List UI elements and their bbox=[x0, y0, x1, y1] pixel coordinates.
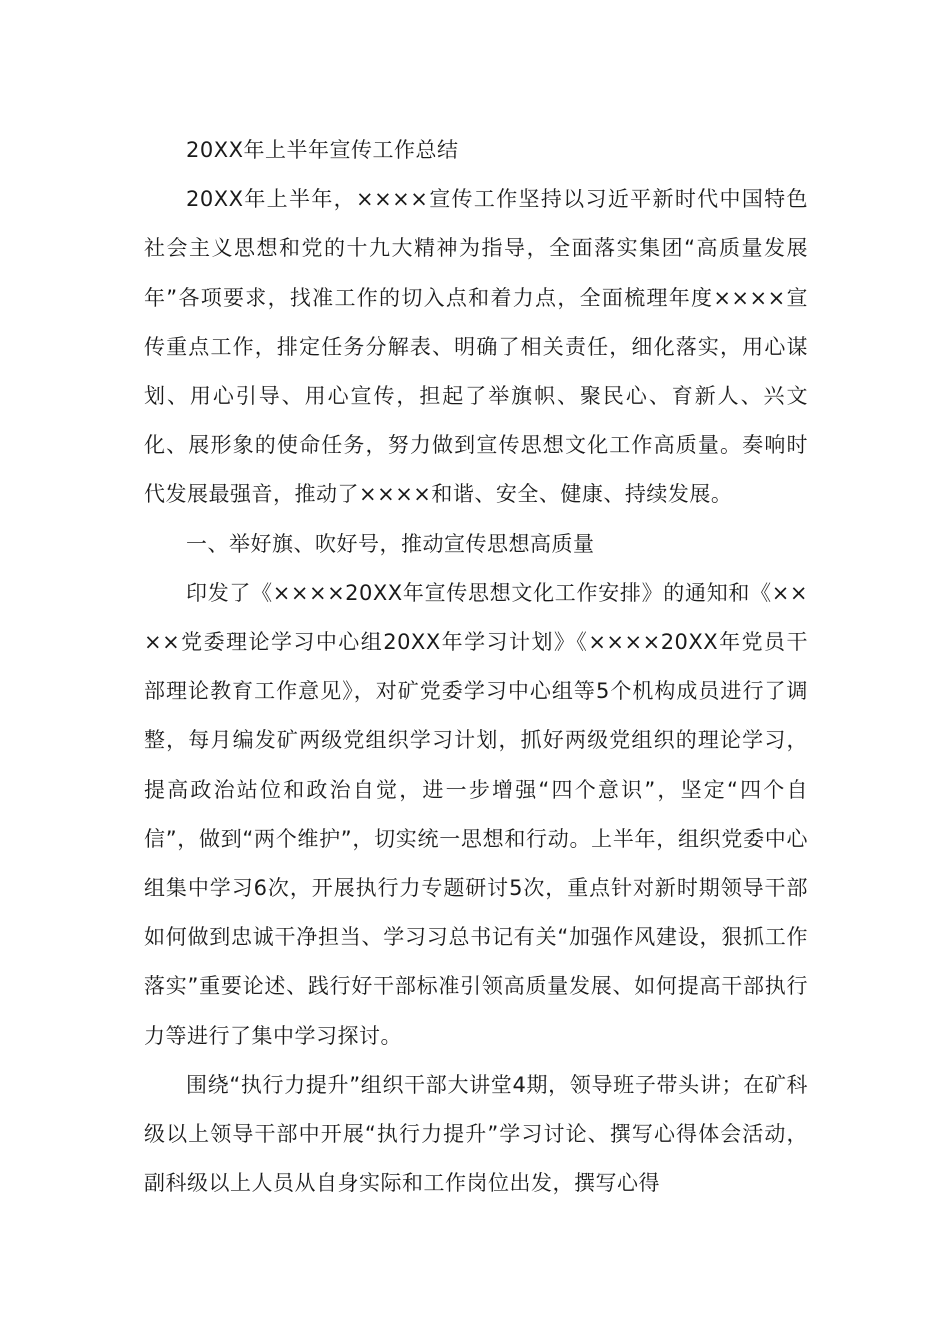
document-title: 20XX年上半年宣传工作总结 bbox=[186, 138, 459, 162]
paragraph-theory-study: 印发了《××××20XX年宣传思想文化工作安排》的通知和《××××党委理论学习中心组20XX年学习计划》《××××20XX年党员干部理论教育工作意见》，对矿党委学习中心组等5个机构成员进行了调整，每月编发矿两级党组织学习计划，抓好两级党组织的理论学习，提高政治站位和政治自觉，进一步增强“四个意识”，坚定“四个自信”，做到“两个维护”，切实统一思想和行动。上半年，组织党委中心组集中学习6次，开展执行力专题研讨5次，重点针对新时期领导干部如何做到忠诚干净担当、学习习总书记有关“加强作风建设，狠抓工作落实”重要论述、践行好干部标准引领高质量发展、如何提高干部执行力等进行了集中学习探讨。 bbox=[144, 580, 808, 1048]
document-body bbox=[144, 126, 808, 1208]
section-heading-1: 一、举好旗、吹好号，推动宣传思想高质量 bbox=[186, 531, 595, 556]
paragraph-intro: 20XX年上半年，××××宣传工作坚持以习近平新时代中国特色社会主义思想和党的十九大精神为指导，全面落实集团“高质量发展年”各项要求，找准工作的切入点和着力点，全面梳理年度××××宣传重点工作，排定任务分解表、明确了相关责任，细化落实，用心谋划、用心引导、用心宣传，担起了举旗帜、聚民心、育新人、兴文化、展形象的使命任务，努力做到宣传思想文化工作高质量。奏响时代发展最强音，推动了××××和谐、安全、健康、持续发展。 bbox=[144, 187, 808, 507]
paragraph-execution-lecture: 围绕“执行力提升”组织干部大讲堂4期，领导班子带头讲；在矿科级以上领导干部中开展“执行力提升”学习讨论、撰写心得体会活动，副科级以上人员从自身实际和工作岗位出发，撰写心得 bbox=[144, 1072, 808, 1196]
